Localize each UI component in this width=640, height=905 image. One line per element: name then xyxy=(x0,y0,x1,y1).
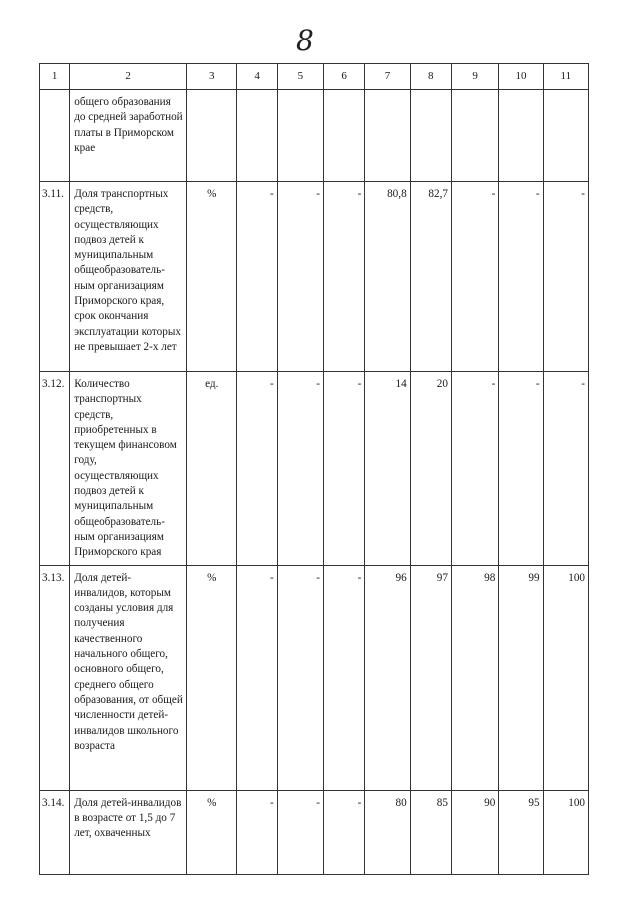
value-cell: 14 xyxy=(365,372,410,566)
row-number-cell xyxy=(40,372,70,566)
indicator-name: Количество транспортных средств, приобретенных в текущем финансовом году, осуществляющих подвоз детей к муниципальным общеобразователь-ным организациям Приморского края xyxy=(70,372,187,566)
table-row xyxy=(40,565,589,790)
value-cell: - xyxy=(237,372,277,566)
column-header: 6 xyxy=(324,64,365,90)
value-cell: - xyxy=(277,565,323,790)
value-cell: - xyxy=(237,182,277,372)
value-cell xyxy=(237,90,277,182)
value-cell: - xyxy=(277,182,323,372)
table-row xyxy=(40,182,589,372)
value-cell: 100 xyxy=(543,790,588,874)
value-cell xyxy=(543,90,588,182)
indicators-table xyxy=(39,63,589,875)
value-cell xyxy=(277,90,323,182)
value-cell: - xyxy=(237,565,277,790)
unit-cell: % xyxy=(187,565,237,790)
value-cell: - xyxy=(277,372,323,566)
column-header: 9 xyxy=(451,64,498,90)
value-cell: 85 xyxy=(410,790,451,874)
page-number: 8 xyxy=(296,24,314,57)
column-header: 5 xyxy=(277,64,323,90)
table-header-row xyxy=(40,64,589,90)
row-number-cell xyxy=(40,90,70,182)
value-cell: 80,8 xyxy=(365,182,410,372)
value-cell xyxy=(324,90,365,182)
value-cell: - xyxy=(451,182,498,372)
value-cell: - xyxy=(451,372,498,566)
value-cell: - xyxy=(324,565,365,790)
value-cell xyxy=(365,90,410,182)
unit-cell: ед. xyxy=(187,372,237,566)
row-number: 3.12. xyxy=(42,378,65,390)
value-cell xyxy=(499,90,543,182)
value-cell: 99 xyxy=(499,565,543,790)
value-cell: 20 xyxy=(410,372,451,566)
value-cell: - xyxy=(499,182,543,372)
value-cell: 80 xyxy=(365,790,410,874)
value-cell: - xyxy=(499,372,543,566)
value-cell: - xyxy=(543,182,588,372)
column-header: 3 xyxy=(187,64,237,90)
row-number: 3.14. xyxy=(42,796,65,809)
value-cell xyxy=(451,90,498,182)
column-header: 10 xyxy=(499,64,543,90)
value-cell: - xyxy=(324,372,365,566)
value-cell xyxy=(410,90,451,182)
table-row xyxy=(40,372,589,566)
indicator-name: Доля детей-инвалидов в возрасте от 1,5 до 7 лет, охваченных xyxy=(70,790,187,874)
column-header: 4 xyxy=(237,64,277,90)
row-number: 3.11. xyxy=(42,188,64,200)
column-header: 2 xyxy=(70,64,187,90)
value-cell: - xyxy=(543,372,588,566)
row-number-cell xyxy=(40,182,70,372)
row-number-cell xyxy=(40,790,70,874)
value-cell: - xyxy=(237,790,277,874)
indicator-name: Доля детей-инвалидов, которым созданы условия для получения качественного начального общего, основного общего, среднего общего образования, от общей численности детей-инвалидов школьного возраста xyxy=(70,565,187,790)
value-cell: - xyxy=(277,790,323,874)
value-cell: 95 xyxy=(499,790,543,874)
indicator-name: Доля транспортных средств, осуществляющих подвоз детей к муниципальным общеобразователь-ным организациям Приморского края, срок окончания эксплуатации которых не превышает 2-х лет xyxy=(70,182,187,372)
unit-cell xyxy=(187,90,237,182)
row-number: 3.13. xyxy=(42,571,65,584)
column-header: 1 xyxy=(40,64,70,90)
value-cell: 82,7 xyxy=(410,182,451,372)
value-cell: - xyxy=(324,182,365,372)
value-cell: 97 xyxy=(410,565,451,790)
value-cell: 100 xyxy=(543,565,588,790)
column-header: 8 xyxy=(410,64,451,90)
column-header: 11 xyxy=(543,64,588,90)
table-row xyxy=(40,90,589,182)
table-row xyxy=(40,790,589,874)
value-cell: 90 xyxy=(451,790,498,874)
value-cell: 96 xyxy=(365,565,410,790)
unit-cell: % xyxy=(187,182,237,372)
indicator-name: общего образования до средней заработной платы в Приморском крае xyxy=(70,90,187,182)
column-header: 7 xyxy=(365,64,410,90)
value-cell: - xyxy=(324,790,365,874)
row-number-cell xyxy=(40,565,70,790)
unit-cell: % xyxy=(187,790,237,874)
value-cell: 98 xyxy=(451,565,498,790)
